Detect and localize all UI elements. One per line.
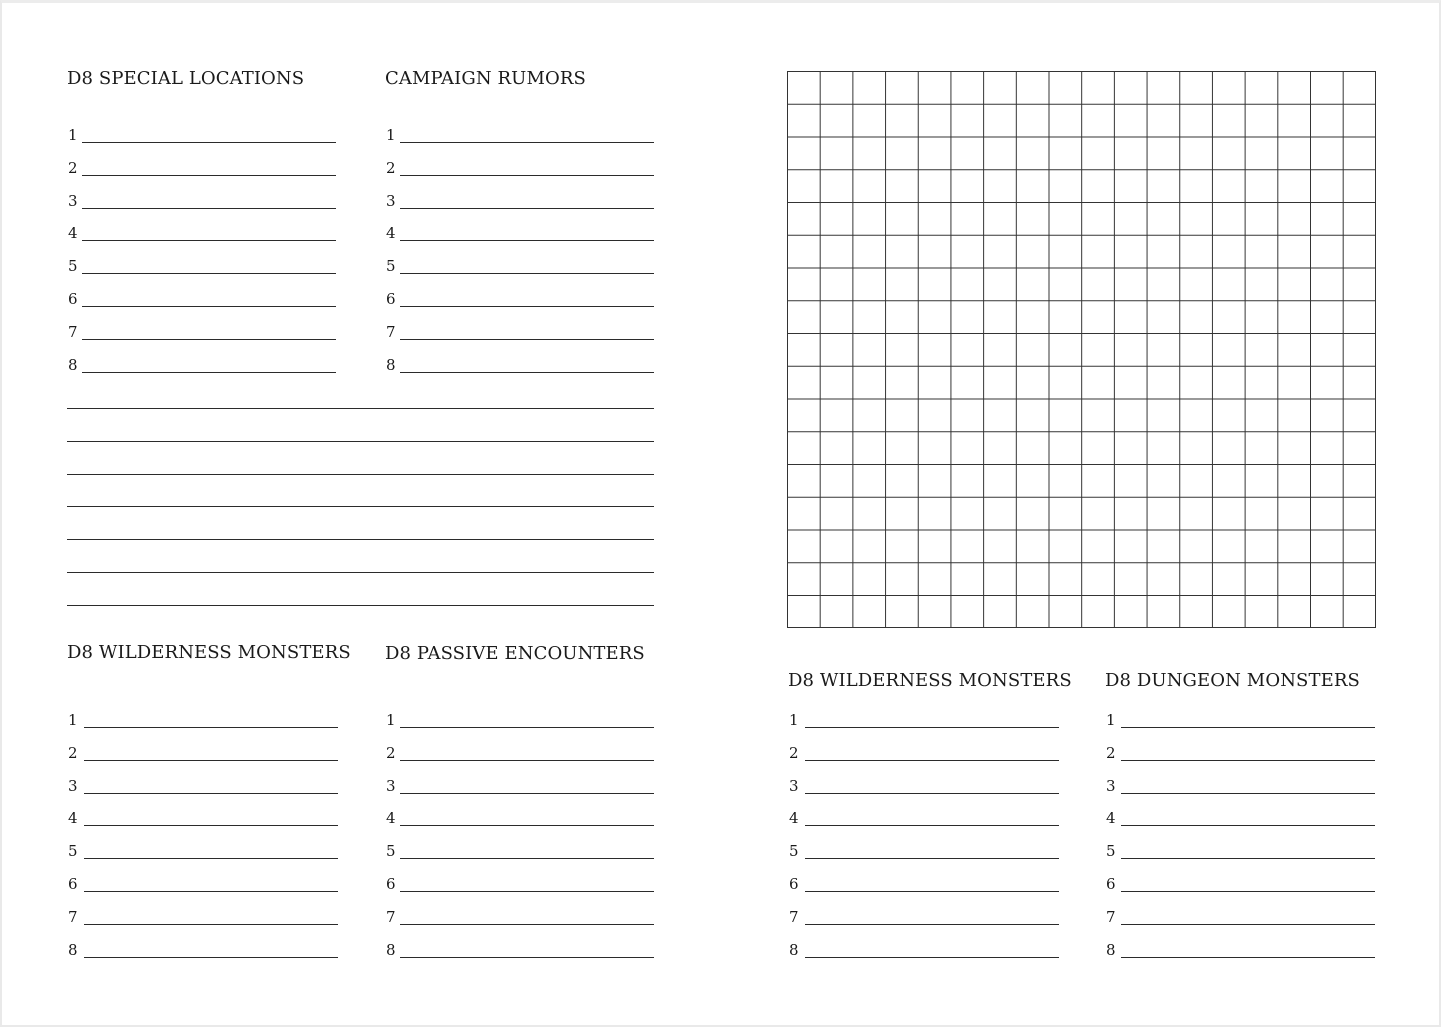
row-entry-line[interactable] xyxy=(400,858,654,859)
table-row xyxy=(67,874,339,894)
table-row xyxy=(67,841,339,861)
row-number: 5 xyxy=(68,257,78,276)
row-number: 1 xyxy=(1106,711,1116,729)
row-number: 6 xyxy=(789,875,799,893)
table-row xyxy=(67,940,339,960)
row-entry-line[interactable] xyxy=(400,175,654,176)
row-number: 8 xyxy=(386,355,396,374)
row-entry-line[interactable] xyxy=(400,208,654,209)
table-row xyxy=(385,125,655,145)
hex-map-grid xyxy=(787,71,1376,628)
table-row xyxy=(1105,940,1376,960)
table-row xyxy=(67,191,337,211)
row-entry-line[interactable] xyxy=(400,760,654,761)
table-row xyxy=(385,355,655,375)
row-number: 5 xyxy=(1106,842,1116,861)
row-number: 5 xyxy=(386,842,396,861)
row-entry-line[interactable] xyxy=(400,372,654,373)
row-entry-line[interactable] xyxy=(84,957,338,958)
row-entry-line[interactable] xyxy=(400,891,654,892)
row-entry-line[interactable] xyxy=(400,273,654,274)
table-row xyxy=(1105,743,1376,763)
row-entry-line[interactable] xyxy=(84,727,338,728)
row-number: 7 xyxy=(386,907,396,926)
row-entry-line[interactable] xyxy=(400,142,654,143)
row-number: 8 xyxy=(386,940,396,959)
row-entry-line[interactable] xyxy=(805,727,1059,728)
table-row xyxy=(67,743,339,763)
table-row xyxy=(1105,710,1376,730)
row-number: 3 xyxy=(68,776,78,795)
row-number: 3 xyxy=(386,191,396,210)
table-row xyxy=(67,710,339,730)
row-number: 4 xyxy=(386,224,396,243)
row-entry-line[interactable] xyxy=(805,924,1059,925)
row-number: 6 xyxy=(1106,875,1116,893)
table-row xyxy=(67,355,337,375)
table-row xyxy=(385,841,655,861)
table-row xyxy=(67,322,337,342)
table-row xyxy=(1105,874,1376,894)
row-number: 8 xyxy=(789,940,799,959)
row-entry-line[interactable] xyxy=(1121,858,1375,859)
row-number: 6 xyxy=(386,290,396,308)
table-row xyxy=(385,158,655,178)
row-number: 3 xyxy=(386,776,396,795)
row-number: 1 xyxy=(386,711,396,729)
table-row xyxy=(67,907,339,927)
table-row xyxy=(385,191,655,211)
table-row xyxy=(67,776,339,796)
row-entry-line[interactable] xyxy=(1121,793,1375,794)
row-number: 6 xyxy=(68,290,78,308)
row-entry-line[interactable] xyxy=(805,793,1059,794)
row-number: 2 xyxy=(789,743,799,762)
notes-line[interactable] xyxy=(67,539,654,540)
row-number: 4 xyxy=(1106,809,1116,828)
row-number: 5 xyxy=(68,842,78,861)
table-row xyxy=(385,874,655,894)
row-number: 1 xyxy=(68,711,78,729)
table-row xyxy=(385,776,655,796)
table-row xyxy=(788,743,1060,763)
row-number: 4 xyxy=(386,809,396,828)
row-entry-line[interactable] xyxy=(82,372,336,373)
row-entry-line[interactable] xyxy=(400,727,654,728)
row-entry-line[interactable] xyxy=(1121,760,1375,761)
row-number: 3 xyxy=(68,191,78,210)
row-number: 7 xyxy=(1106,907,1116,926)
row-entry-line[interactable] xyxy=(805,858,1059,859)
table-row xyxy=(788,874,1060,894)
row-number: 2 xyxy=(68,743,78,762)
row-entry-line[interactable] xyxy=(82,273,336,274)
notes-line[interactable] xyxy=(67,441,654,442)
row-number: 4 xyxy=(68,224,78,243)
row-number: 8 xyxy=(1106,940,1116,959)
row-number: 6 xyxy=(68,875,78,893)
row-entry-line[interactable] xyxy=(84,760,338,761)
row-number: 2 xyxy=(1106,743,1116,762)
row-number: 7 xyxy=(68,322,78,341)
row-entry-line[interactable] xyxy=(400,339,654,340)
table-row xyxy=(385,808,655,828)
dungeon-monsters-title: D8 DUNGEON MONSTERS xyxy=(1105,670,1360,691)
row-number: 5 xyxy=(789,842,799,861)
notes-line[interactable] xyxy=(67,506,654,507)
table-row xyxy=(385,256,655,276)
table-row xyxy=(67,289,337,309)
table-row xyxy=(1105,808,1376,828)
notes-line[interactable] xyxy=(67,408,654,409)
table-row xyxy=(67,808,339,828)
table-row xyxy=(385,940,655,960)
row-number: 4 xyxy=(68,809,78,828)
row-number: 1 xyxy=(386,126,396,144)
row-number: 5 xyxy=(386,257,396,276)
row-number: 1 xyxy=(789,711,799,729)
row-number: 2 xyxy=(386,158,396,177)
table-row xyxy=(385,223,655,243)
table-row xyxy=(67,256,337,276)
notes-line[interactable] xyxy=(67,474,654,475)
table-row xyxy=(67,158,337,178)
row-entry-line[interactable] xyxy=(805,760,1059,761)
row-entry-line[interactable] xyxy=(1121,957,1375,958)
special-locations-title: D8 SPECIAL LOCATIONS xyxy=(67,68,305,89)
row-entry-line[interactable] xyxy=(400,306,654,307)
row-number: 8 xyxy=(68,940,78,959)
row-number: 8 xyxy=(68,355,78,374)
table-row xyxy=(67,223,337,243)
row-entry-line[interactable] xyxy=(84,891,338,892)
table-row xyxy=(385,743,655,763)
notes-line[interactable] xyxy=(67,572,654,573)
row-entry-line[interactable] xyxy=(400,793,654,794)
row-entry-line[interactable] xyxy=(400,240,654,241)
row-entry-line[interactable] xyxy=(84,858,338,859)
row-entry-line[interactable] xyxy=(82,175,336,176)
row-entry-line[interactable] xyxy=(400,825,654,826)
row-number: 6 xyxy=(386,875,396,893)
table-row xyxy=(788,940,1060,960)
table-row xyxy=(385,710,655,730)
row-number: 7 xyxy=(68,907,78,926)
table-row xyxy=(788,841,1060,861)
row-entry-line[interactable] xyxy=(805,957,1059,958)
row-entry-line[interactable] xyxy=(84,924,338,925)
table-row xyxy=(385,322,655,342)
campaign-rumors-title: CAMPAIGN RUMORS xyxy=(385,68,586,89)
row-number: 7 xyxy=(789,907,799,926)
row-number: 3 xyxy=(1106,776,1116,795)
row-entry-line[interactable] xyxy=(400,957,654,958)
row-number: 2 xyxy=(68,158,78,177)
table-row xyxy=(788,776,1060,796)
table-row xyxy=(385,907,655,927)
table-row xyxy=(67,125,337,145)
row-number: 7 xyxy=(386,322,396,341)
table-row xyxy=(1105,841,1376,861)
row-entry-line[interactable] xyxy=(1121,825,1375,826)
table-row xyxy=(385,289,655,309)
row-entry-line[interactable] xyxy=(82,240,336,241)
notes-line[interactable] xyxy=(67,605,654,606)
row-entry-line[interactable] xyxy=(1121,891,1375,892)
row-number: 2 xyxy=(386,743,396,762)
row-entry-line[interactable] xyxy=(82,306,336,307)
table-row xyxy=(1105,907,1376,927)
row-number: 3 xyxy=(789,776,799,795)
table-row xyxy=(788,710,1060,730)
table-row xyxy=(788,907,1060,927)
table-row xyxy=(788,808,1060,828)
wilderness-monsters-right-title: D8 WILDERNESS MONSTERS xyxy=(788,670,1072,691)
row-entry-line[interactable] xyxy=(805,825,1059,826)
row-entry-line[interactable] xyxy=(805,891,1059,892)
table-row xyxy=(1105,776,1376,796)
row-entry-line[interactable] xyxy=(82,339,336,340)
row-entry-line[interactable] xyxy=(1121,727,1375,728)
row-entry-line[interactable] xyxy=(84,825,338,826)
row-entry-line[interactable] xyxy=(84,793,338,794)
row-entry-line[interactable] xyxy=(1121,924,1375,925)
row-entry-line[interactable] xyxy=(82,142,336,143)
row-number: 4 xyxy=(789,809,799,828)
passive-encounters-title: D8 PASSIVE ENCOUNTERS xyxy=(385,643,645,664)
row-entry-line[interactable] xyxy=(82,208,336,209)
row-number: 1 xyxy=(68,126,78,144)
row-entry-line[interactable] xyxy=(400,924,654,925)
wilderness-monsters-left-title: D8 WILDERNESS MONSTERS xyxy=(67,642,351,663)
